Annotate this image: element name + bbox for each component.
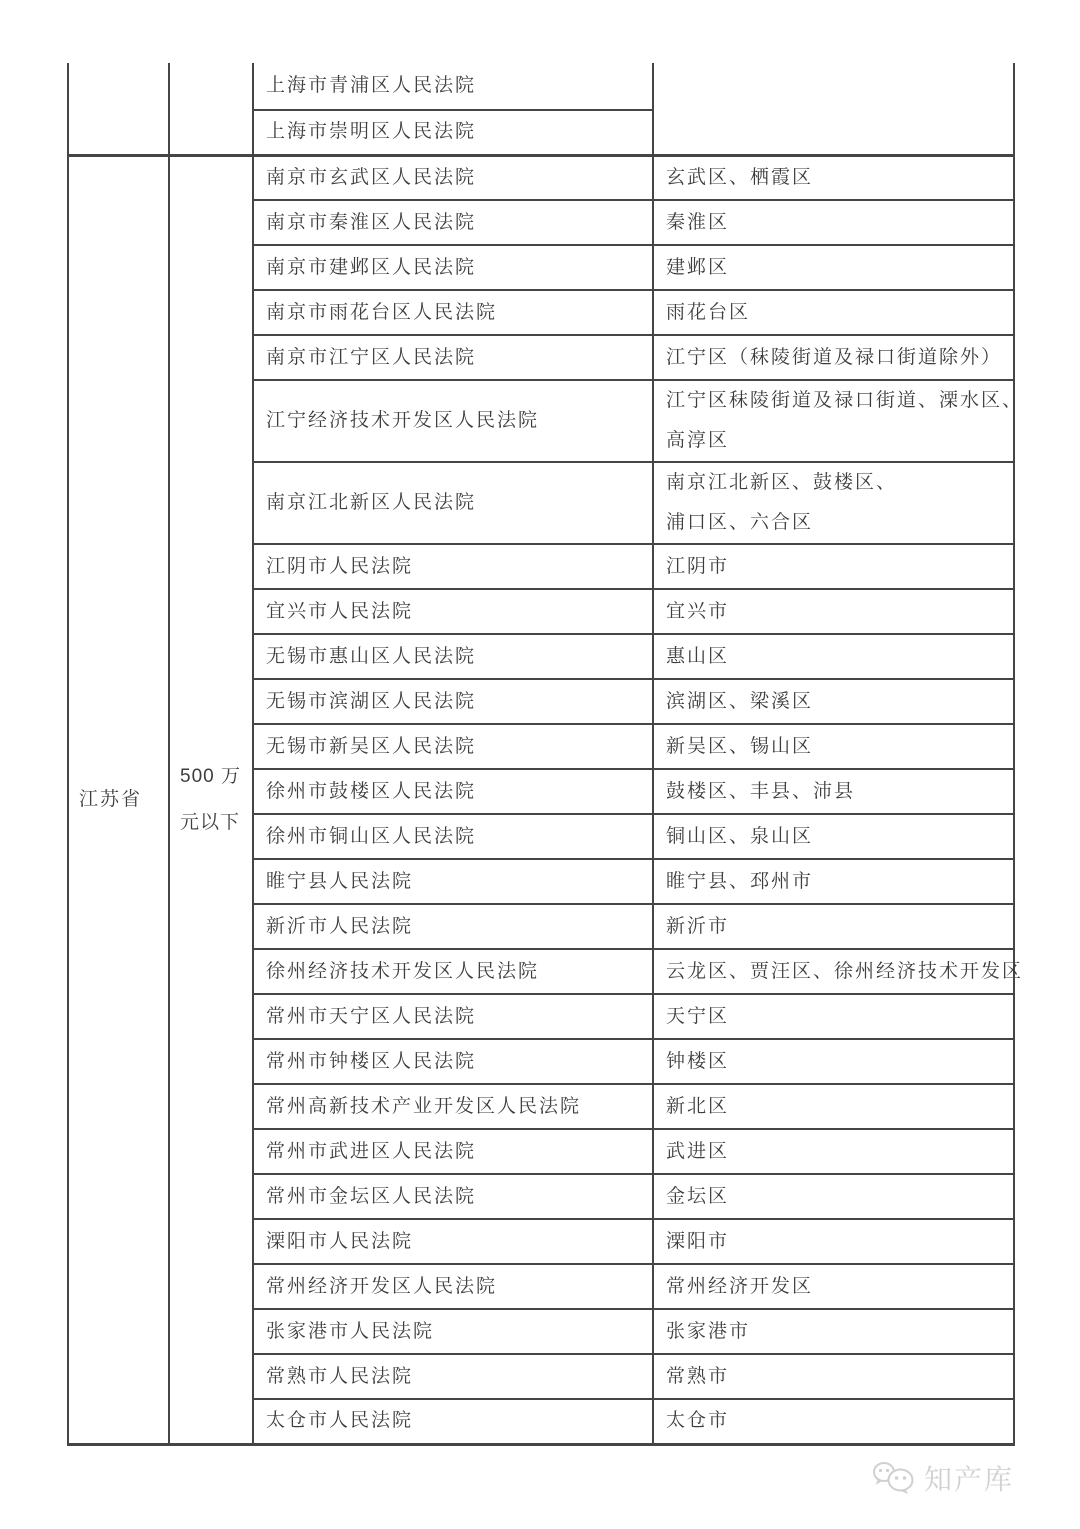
amount-cell-empty xyxy=(169,63,253,155)
jurisdiction-cell xyxy=(653,1219,1014,1264)
cell-text: 南京市雨花台区人民法院 xyxy=(266,301,498,323)
cell-text: 常熟市人民法院 xyxy=(266,1365,414,1387)
cell-text: 张家港市人民法院 xyxy=(266,1320,435,1342)
watermark xyxy=(871,1458,1014,1498)
cell-text: 南京市秦淮区人民法院 xyxy=(266,211,477,233)
cell-text: 新北区 xyxy=(666,1095,730,1117)
jurisdiction-cell xyxy=(653,380,1024,462)
cell-text: 江宁区秣陵街道及禄口街道、溧水区、 xyxy=(666,390,1024,411)
wechat-icon xyxy=(871,1460,917,1496)
cell-text: 睢宁县人民法院 xyxy=(266,870,414,892)
cell-text: 宜兴市 xyxy=(666,600,730,622)
court-cell xyxy=(253,1129,653,1174)
court-cell xyxy=(253,589,653,634)
cell-text: 500 万 xyxy=(180,765,241,787)
court-cell xyxy=(253,245,653,290)
amount-cell xyxy=(169,155,253,1444)
cell-text: 上海市青浦区人民法院 xyxy=(266,75,477,96)
jurisdiction-cell xyxy=(653,1129,1014,1174)
cell-text: 南京市江宁区人民法院 xyxy=(266,346,477,368)
court-cell xyxy=(253,155,653,200)
cell-text: 高淳区 xyxy=(666,430,730,451)
court-cell xyxy=(253,200,653,245)
court-cell xyxy=(253,1174,653,1219)
cell-text: 新沂市人民法院 xyxy=(266,915,414,937)
court-cell xyxy=(253,769,653,814)
cell-text: 徐州市铜山区人民法院 xyxy=(266,825,477,847)
jurisdiction-cell xyxy=(653,814,1014,859)
jurisdiction-cell xyxy=(653,859,1014,904)
cell-text: 太仓市人民法院 xyxy=(266,1410,414,1432)
jurisdiction-cell xyxy=(653,724,1014,769)
jurisdiction-cell xyxy=(653,335,1014,380)
cell-text: 徐州经济技术开发区人民法院 xyxy=(266,960,540,982)
court-cell xyxy=(253,1354,653,1399)
cell-text: 江阴市 xyxy=(666,555,730,577)
cell-text: 滨湖区、梁溪区 xyxy=(666,690,814,712)
cell-text: 张家港市 xyxy=(666,1320,751,1342)
jurisdiction-cell xyxy=(653,1084,1014,1129)
jurisdiction-cell xyxy=(653,1039,1014,1084)
cell-text: 元以下 xyxy=(180,811,241,833)
court-cell xyxy=(253,380,653,462)
court-cell xyxy=(253,63,653,110)
court-cell xyxy=(253,1309,653,1354)
cell-text: 溧阳市 xyxy=(666,1230,730,1252)
watermark-label: 知产库 xyxy=(923,1464,1014,1495)
cell-text: 无锡市惠山区人民法院 xyxy=(266,645,477,667)
cell-text: 常州市金坛区人民法院 xyxy=(266,1185,477,1207)
jurisdiction-cell xyxy=(653,462,1014,544)
court-cell xyxy=(253,335,653,380)
cell-text: 无锡市滨湖区人民法院 xyxy=(266,690,477,712)
court-cell xyxy=(253,462,653,544)
cell-text: 天宁区 xyxy=(666,1005,730,1027)
cell-text: 南京江北新区人民法院 xyxy=(266,492,477,513)
cell-text: 江苏省 xyxy=(79,788,143,810)
cell-text: 鼓楼区、丰县、沛县 xyxy=(666,780,856,802)
cell-text: 铜山区、泉山区 xyxy=(666,825,814,847)
cell-text: 常州市武进区人民法院 xyxy=(266,1140,477,1162)
table-row xyxy=(68,155,1014,200)
jurisdiction-cell xyxy=(653,589,1014,634)
cell-text: 云龙区、贾汪区、徐州经济技术开发区 xyxy=(666,960,1024,982)
jurisdiction-cell xyxy=(653,1309,1014,1354)
jurisdiction-cell xyxy=(653,904,1014,949)
jurisdiction-cell xyxy=(653,245,1014,290)
jurisdiction-table xyxy=(67,63,1024,1446)
jurisdiction-cell xyxy=(653,544,1014,589)
jurisdiction-cell xyxy=(653,290,1014,335)
cell-text: 钟楼区 xyxy=(666,1050,730,1072)
cell-text: 太仓市 xyxy=(666,1410,730,1432)
court-cell xyxy=(253,1039,653,1084)
court-cell xyxy=(253,1264,653,1309)
cell-text: 南京江北新区、鼓楼区、 xyxy=(666,472,898,493)
cell-text: 武进区 xyxy=(666,1140,730,1162)
province-cell-empty xyxy=(68,63,169,155)
court-cell xyxy=(253,110,653,155)
jurisdiction-cell xyxy=(653,769,1014,814)
cell-text: 秦淮区 xyxy=(666,211,730,233)
cell-text: 惠山区 xyxy=(666,645,730,667)
cell-text: 常州经济开发区人民法院 xyxy=(266,1275,498,1297)
jurisdiction-cell xyxy=(653,634,1014,679)
cell-text: 江宁区（秣陵街道及禄口街道除外） xyxy=(666,346,1003,368)
cell-text: 睢宁县、邳州市 xyxy=(666,870,814,892)
court-cell xyxy=(253,634,653,679)
court-cell xyxy=(253,904,653,949)
cell-text: 建邺区 xyxy=(666,256,730,278)
cell-text: 常州市钟楼区人民法院 xyxy=(266,1050,477,1072)
cell-text: 金坛区 xyxy=(666,1185,730,1207)
court-cell xyxy=(253,724,653,769)
cell-text: 新沂市 xyxy=(666,915,730,937)
jurisdiction-cell-empty xyxy=(653,63,1014,155)
cell-text: 常州高新技术产业开发区人民法院 xyxy=(266,1095,582,1117)
jurisdiction-cell xyxy=(653,949,1024,994)
cell-text: 无锡市新吴区人民法院 xyxy=(266,735,477,757)
province-cell xyxy=(68,155,169,1444)
jurisdiction-cell xyxy=(653,155,1014,200)
court-cell xyxy=(253,949,653,994)
cell-text: 江阴市人民法院 xyxy=(266,555,414,577)
cell-text: 江宁经济技术开发区人民法院 xyxy=(266,410,540,431)
jurisdiction-cell xyxy=(653,679,1014,724)
court-cell xyxy=(253,679,653,724)
table-body xyxy=(68,63,1024,1444)
jurisdiction-cell xyxy=(653,1399,1014,1444)
cell-text: 南京市玄武区人民法院 xyxy=(266,166,477,188)
jurisdiction-cell xyxy=(653,1264,1014,1309)
court-cell xyxy=(253,1084,653,1129)
court-cell xyxy=(253,814,653,859)
cell-text: 溧阳市人民法院 xyxy=(266,1230,414,1252)
court-cell xyxy=(253,544,653,589)
cell-text: 徐州市鼓楼区人民法院 xyxy=(266,780,477,802)
court-cell xyxy=(253,859,653,904)
court-cell xyxy=(253,1219,653,1264)
cell-text: 新吴区、锡山区 xyxy=(666,735,814,757)
court-cell xyxy=(253,1399,653,1444)
jurisdiction-cell xyxy=(653,200,1014,245)
jurisdiction-cell xyxy=(653,994,1014,1039)
cell-text: 上海市崇明区人民法院 xyxy=(266,121,477,143)
jurisdiction-cell xyxy=(653,1354,1014,1399)
cell-text: 常州经济开发区 xyxy=(666,1275,814,1297)
cell-text: 常州市天宁区人民法院 xyxy=(266,1005,477,1027)
cell-text: 浦口区、六合区 xyxy=(666,512,814,533)
cell-text: 雨花台区 xyxy=(666,301,751,323)
cell-text: 南京市建邺区人民法院 xyxy=(266,256,477,278)
cell-text: 常熟市 xyxy=(666,1365,730,1387)
cell-text: 宜兴市人民法院 xyxy=(266,600,414,622)
jurisdiction-cell xyxy=(653,1174,1014,1219)
cell-text: 玄武区、栖霞区 xyxy=(666,166,814,188)
court-cell xyxy=(253,290,653,335)
table-row xyxy=(68,63,1014,110)
court-cell xyxy=(253,994,653,1039)
